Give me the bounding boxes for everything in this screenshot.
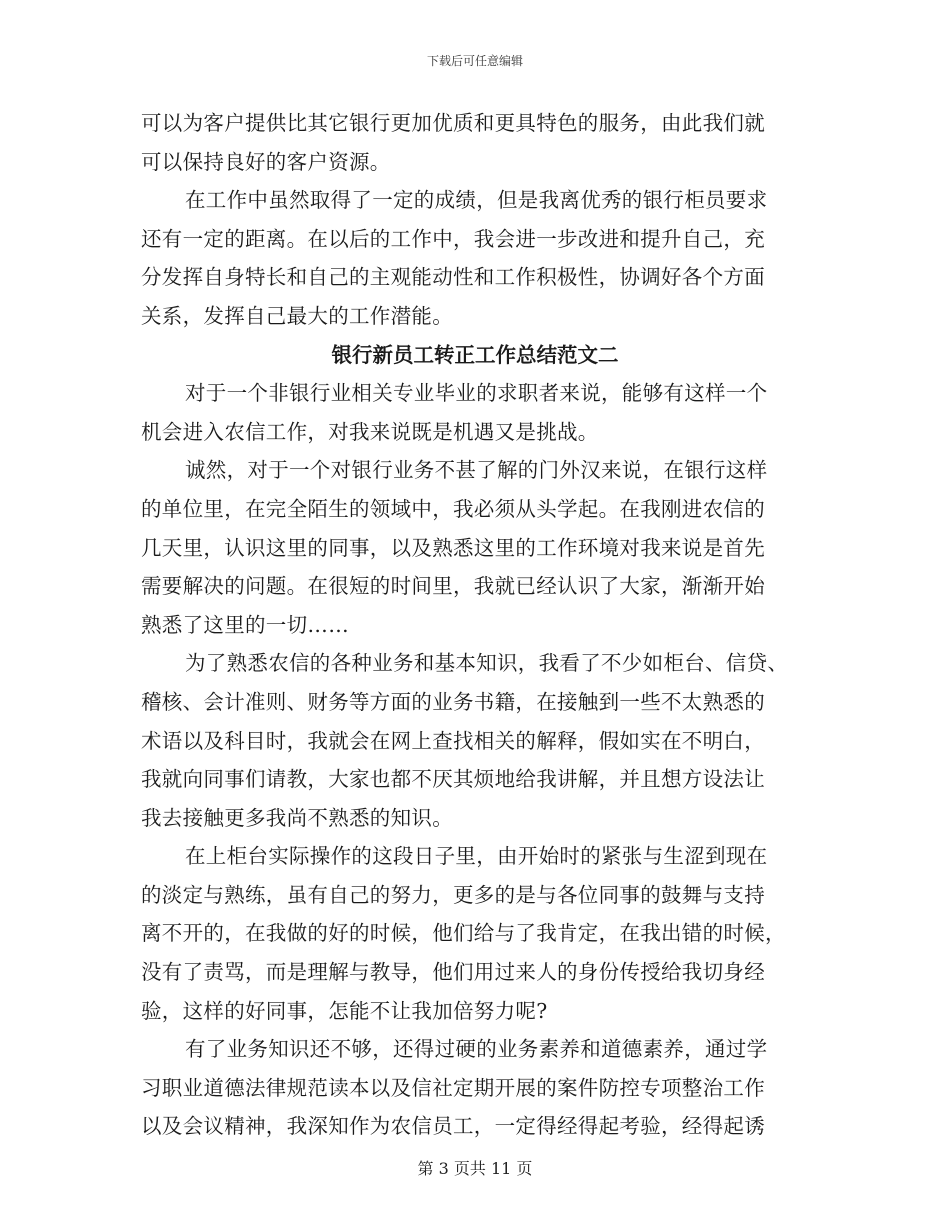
paragraph-line: 在工作中虽然取得了一定的成绩，但是我离优秀的银行柜员要求 xyxy=(185,188,768,213)
paragraph-line: 没有了责骂，而是理解与教导，他们用过来人的身份传授给我切身经 xyxy=(141,960,765,985)
document-body xyxy=(141,104,809,1146)
paragraph-line: 有了业务知识还不够，还得过硬的业务素养和道德素养，通过学 xyxy=(185,1037,768,1062)
paragraph xyxy=(141,837,809,1030)
paragraphs-after xyxy=(141,374,809,1146)
paragraph-line: 的单位里，在完全陌生的领域中，我必须从头学起。在我刚进农信的 xyxy=(141,496,765,521)
paragraph xyxy=(141,1030,809,1146)
paragraph-line: 熟悉了这里的一切…… xyxy=(141,612,349,637)
paragraph-line: 的淡定与熟练，虽有自己的努力，更多的是与各位同事的鼓舞与支持 xyxy=(141,882,765,907)
paragraphs-before xyxy=(141,104,809,336)
paragraph-line: 验，这样的好同事，怎能不让我加倍努力呢? xyxy=(141,998,548,1023)
paragraph-line: 我去接触更多我尚不熟悉的知识。 xyxy=(141,805,453,830)
paragraph-line: 以及会议精神，我深知作为农信员工，一定得经得起考验，经得起诱 xyxy=(141,1114,765,1139)
paragraph-line: 诚然，对于一个对银行业务不甚了解的门外汉来说，在银行这样 xyxy=(185,458,768,483)
paragraph xyxy=(141,374,809,451)
paragraph xyxy=(141,181,809,335)
paragraph-line: 术语以及科目时，我就会在网上查找相关的解释，假如实在不明白， xyxy=(141,728,765,753)
paragraph-line: 可以为客户提供比其它银行更加优质和更具特色的服务，由此我们就 xyxy=(141,111,765,135)
paragraph-line: 我就向同事们请教，大家也都不厌其烦地给我讲解，并且想方设法让 xyxy=(141,767,765,792)
paragraph-line: 还有一定的距离。在以后的工作中，我会进一步改进和提升自己，充 xyxy=(141,226,765,251)
paragraph-line: 几天里，认识这里的同事，以及熟悉这里的工作环境对我来说是首先 xyxy=(141,535,765,560)
section-title: 银行新员工转正工作总结范文二 xyxy=(331,342,619,367)
page-footer: 第 3 页共 11 页 xyxy=(417,1159,533,1178)
paragraph-line: 关系，发挥自己最大的工作潜能。 xyxy=(141,303,453,328)
paragraph-line: 稽核、会计准则、财务等方面的业务书籍，在接触到一些不太熟悉的 xyxy=(141,689,765,714)
paragraph xyxy=(141,104,809,181)
paragraph-line: 需要解决的问题。在很短的时间里，我就已经认识了大家，渐渐开始 xyxy=(141,574,765,599)
paragraph-line: 可以保持良好的客户资源。 xyxy=(141,149,391,174)
paragraph-line: 机会进入农信工作，对我来说既是机遇又是挑战。 xyxy=(141,419,599,444)
paragraph-line: 习职业道德法律规范读本以及信社定期开展的案件防控专项整治工作 xyxy=(141,1075,765,1100)
paragraph xyxy=(141,644,809,837)
paragraph xyxy=(141,451,809,644)
paragraph-line: 对于一个非银行业相关专业毕业的求职者来说，能够有这样一个 xyxy=(185,381,768,406)
paragraph-line: 离不开的，在我做的好的时候，他们给与了我肯定，在我出错的时候， xyxy=(141,921,786,946)
paragraph-line: 为了熟悉农信的各种业务和基本知识，我看了不少如柜台、信贷、 xyxy=(185,651,789,676)
paragraph-line: 分发挥自身特长和自己的主观能动性和工作积极性，协调好各个方面 xyxy=(141,265,765,290)
paragraph-line: 在上柜台实际操作的这段日子里，由开始时的紧张与生涩到现在 xyxy=(185,844,768,869)
page-header: 下载后可任意编辑 xyxy=(426,54,523,68)
